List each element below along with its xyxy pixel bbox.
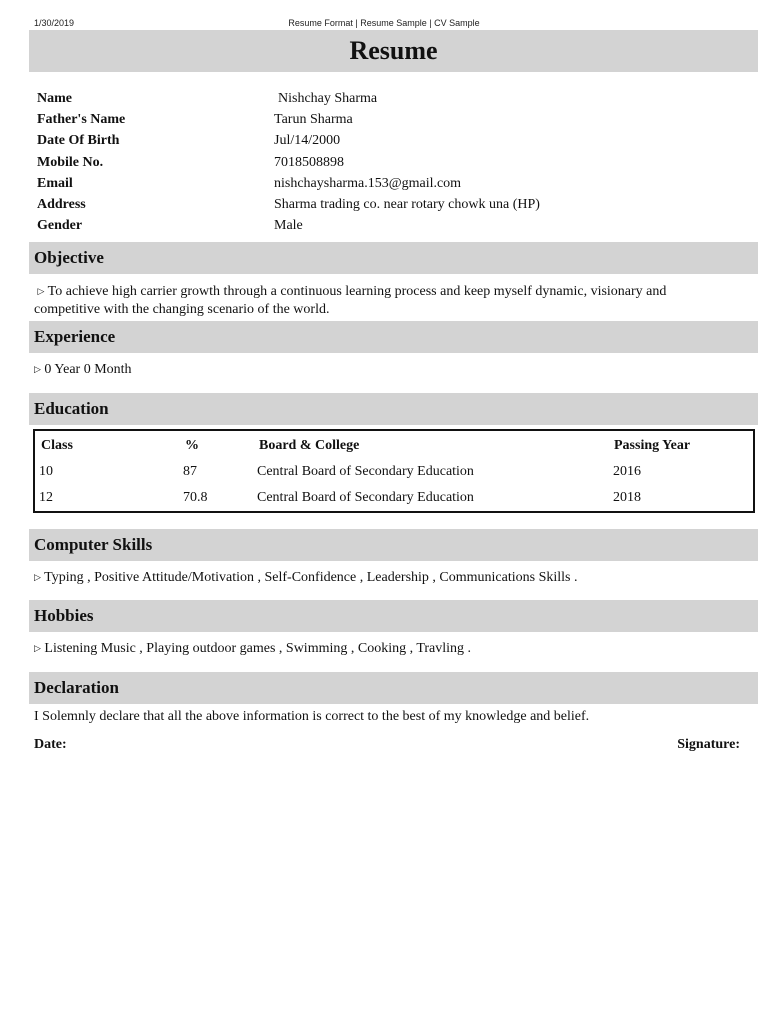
personal-value: Tarun Sharma	[274, 112, 353, 128]
table-cell: 70.8	[183, 490, 208, 505]
personal-label: Name	[37, 91, 72, 106]
personal-row-address	[37, 194, 737, 215]
table-cell: 2018	[613, 490, 641, 505]
section-heading: Education	[34, 399, 109, 418]
table-cell: Central Board of Secondary Education	[257, 464, 474, 479]
column-header: Passing Year	[614, 438, 691, 453]
section-heading: Experience	[34, 327, 116, 346]
resume-title-bar	[29, 30, 758, 72]
resume-title: Resume	[349, 36, 438, 65]
personal-label: Gender	[37, 218, 83, 234]
objective-body: To achieve high carrier growth through a continuous learning process and keep myself dynamic, visionary and competitive with the changing scenario of the world.	[34, 284, 667, 317]
table-cell: 10	[39, 464, 53, 479]
triangle-right-icon: ▷	[34, 643, 41, 653]
personal-label: Mobile No.	[37, 154, 104, 170]
personal-label: Father's Name	[37, 112, 126, 128]
section-objective	[29, 242, 758, 274]
section-heading: Hobbies	[34, 606, 94, 625]
triangle-right-icon: ▷	[34, 572, 41, 582]
personal-row-email	[37, 173, 737, 194]
table-cell: 12	[39, 490, 53, 505]
objective-text	[34, 282, 734, 319]
print-page-title: Resume Format | Resume Sample | CV Sample	[288, 18, 480, 28]
triangle-right-icon: ▷	[34, 364, 41, 374]
computer-skills-body: Typing , Positive Attitude/Motivation , Self-Confidence , Leadership , Communications Skills .	[44, 570, 578, 585]
personal-row-mobile	[37, 152, 737, 173]
personal-row-date-of-birth	[37, 130, 737, 151]
table-row	[35, 485, 753, 511]
table-cell: 87	[183, 464, 197, 479]
personal-row-name	[37, 88, 737, 109]
table-cell: Central Board of Secondary Education	[257, 490, 474, 505]
table-cell: 2016	[613, 464, 641, 479]
triangle-right-icon: ▷	[37, 286, 45, 296]
date-label: Date:	[34, 737, 67, 752]
section-computer-skills	[29, 529, 758, 561]
personal-label: Address	[37, 196, 86, 212]
personal-details	[37, 88, 737, 236]
column-header: Board & College	[259, 438, 360, 453]
personal-row-father-name	[37, 109, 737, 130]
table-header-row	[35, 433, 753, 459]
personal-value: Sharma trading co. near rotary chowk una (HP)	[274, 196, 540, 212]
section-heading: Objective	[34, 248, 104, 267]
personal-value: Nishchay Sharma	[278, 91, 378, 106]
section-experience	[29, 321, 758, 353]
education-table	[33, 429, 755, 513]
personal-row-gender	[37, 215, 737, 236]
signature-label: Signature:	[677, 737, 740, 752]
column-header: %	[185, 438, 199, 453]
computer-skills-text	[34, 568, 734, 587]
section-declaration	[29, 672, 758, 704]
column-header: Class	[41, 438, 73, 453]
personal-value: nishchaysharma.153@gmail.com	[274, 175, 462, 191]
print-date: 1/30/2019	[34, 18, 75, 28]
personal-value: Jul/14/2000	[274, 133, 341, 149]
hobbies-body: Listening Music , Playing outdoor games , Swimming , Cooking , Travling .	[44, 641, 472, 656]
personal-label: Date Of Birth	[37, 133, 120, 149]
section-education	[29, 393, 758, 425]
personal-value: 7018508898	[274, 154, 344, 170]
experience-text	[34, 360, 734, 379]
table-row	[35, 459, 753, 485]
section-hobbies	[29, 600, 758, 632]
hobbies-text	[34, 639, 734, 658]
personal-label: Email	[37, 175, 73, 191]
experience-body: 0 Year 0 Month	[44, 362, 132, 377]
signature-row	[34, 735, 740, 755]
declaration-text: I Solemnly declare that all the above information is correct to the best of my knowledge and belief.	[34, 709, 590, 724]
personal-value: Male	[274, 218, 303, 234]
section-heading: Computer Skills	[34, 535, 153, 554]
section-heading: Declaration	[34, 678, 119, 697]
